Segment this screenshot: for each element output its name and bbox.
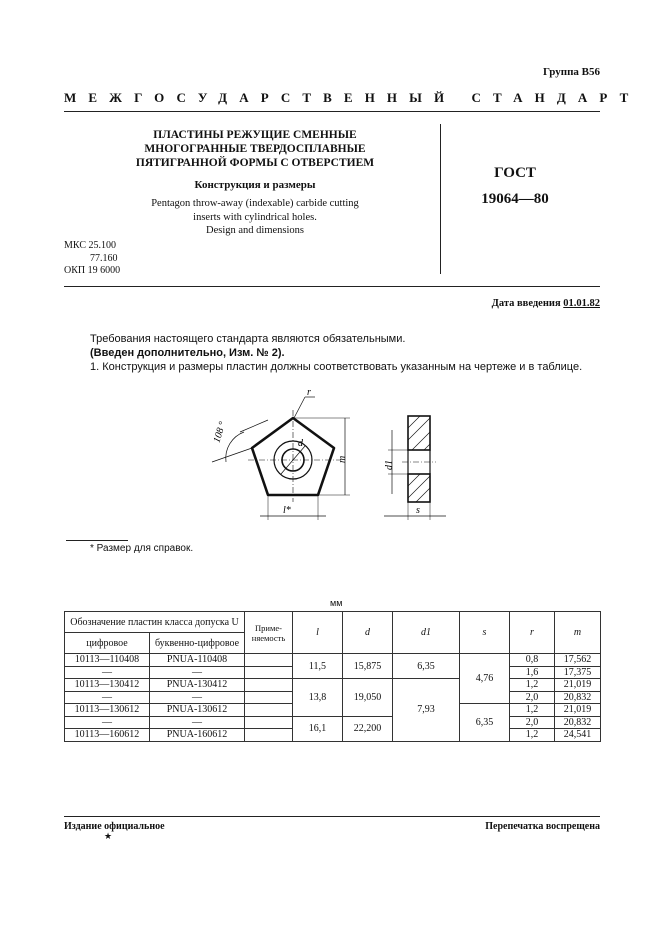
s-header: s [460,612,510,654]
okp-code: ОКП 19 6000 [64,265,121,276]
note-cell [245,654,293,667]
reprint-prohibited: Перепечатка воспрещена [485,821,600,832]
m-cell: 17,562 [555,654,601,667]
l-header: l [293,612,343,654]
m-cell: 21,019 [555,679,601,692]
r-cell: 1,2 [510,704,555,717]
digital-cell: 10113—160612 [65,729,150,742]
amendment-note: (Введен дополнительно, Изм. № 2). [90,347,285,359]
d-label: d [298,438,303,449]
d1-header: d1 [393,612,460,654]
date-label: Дата введения [491,298,561,309]
digital-header: цифровое [65,633,150,654]
standard-banner: МЕЖГОСУДАРСТВЕННЫЙ СТАНДАРТ [64,90,641,105]
table-unit: мм [330,598,343,608]
m-cell: 20,832 [555,691,601,704]
gost-number: 19064—80 [481,191,549,207]
title-divider [440,124,441,274]
digital-cell: — [65,716,150,729]
r-cell: 1,2 [510,729,555,742]
en-title-line: inserts with cylindrical holes. [193,211,317,223]
clause-1: 1. Конструкция и размеры пластин должны соответствовать указанным на чертеже и в таблице. [90,361,583,373]
mks-code-2: 77.160 [90,252,118,264]
ru-title [90,128,420,170]
note-cell [245,729,293,742]
applicability-header: Приме- няемость [245,612,293,654]
classification-codes [64,240,120,278]
footnote: * Размер для справок. [90,543,194,554]
introduction-date [430,298,600,309]
footer-rule [64,816,600,817]
angle-label: 108 ° [211,420,229,445]
d-header: d [343,612,393,654]
ru-title-line: МНОГОГРАННЫЕ ТВЕРДОСПЛАВНЫЕ [144,143,366,155]
note-cell [245,704,293,717]
digital-cell: 10113—130612 [65,704,150,717]
r-cell: 0,8 [510,654,555,667]
r-cell: 1,2 [510,679,555,692]
note-cell [245,691,293,704]
digital-cell: — [65,691,150,704]
d1-cell: 6,35 [393,654,460,679]
s-cell: 4,76 [460,654,510,704]
dimensions-table [64,611,601,742]
r-cell: 2,0 [510,691,555,704]
r-label: r [307,387,311,398]
note-cell [245,679,293,692]
en-title-line: Design and dimensions [206,225,304,236]
date-value: 01.01.82 [563,298,600,309]
d-cell: 19,050 [343,679,393,717]
d1-cell: 7,93 [393,679,460,742]
digital-cell: — [65,666,150,679]
s-label: s [416,505,420,516]
insert-drawing [190,384,450,524]
d-cell: 22,200 [343,716,393,741]
m-header: m [555,612,601,654]
alnum-cell: — [150,716,245,729]
table-header-row [65,612,601,633]
l-cell: 11,5 [293,654,343,679]
r-cell: 1,6 [510,666,555,679]
m-cell: 20,832 [555,716,601,729]
digital-cell: 10113—110408 [65,654,150,667]
alnum-cell: — [150,691,245,704]
d1-label: d1 [384,460,395,470]
table-row [65,654,601,667]
en-title [90,197,420,238]
alnum-cell: PNUA-160612 [150,729,245,742]
d-cell: 15,875 [343,654,393,679]
digital-cell: 10113—130412 [65,679,150,692]
ru-title-line: ПЯТИГРАННОЙ ФОРМЫ С ОТВЕРСТИЕМ [135,157,375,169]
ru-subtitle: Конструкция и размеры [194,179,316,191]
note-cell [245,716,293,729]
requirement-paragraph: Требования настоящего стандарта являются обязательными. [90,333,406,345]
r-header: r [510,612,555,654]
star-icon: ★ [104,831,113,841]
header-rule [64,111,600,112]
ru-title-line: ПЛАСТИНЫ РЕЖУЩИЕ СМЕННЫЕ [153,129,357,141]
table-row [65,716,601,729]
note-cell [245,666,293,679]
m-label: m [337,455,348,463]
table-row [65,679,601,692]
alnum-cell: PNUA-130612 [150,704,245,717]
m-cell: 17,375 [555,666,601,679]
alnum-cell: PNUA-110408 [150,654,245,667]
official-edition: Издание официальное [64,821,165,832]
m-cell: 21,019 [555,704,601,717]
alnum-header: буквенно-цифровое [150,633,245,654]
en-title-line: Pentagon throw-away (indexable) carbide cutting [151,198,359,209]
title-block-rule [64,286,600,287]
footnote-rule [66,540,128,541]
group-code: Группа В56 [542,66,600,78]
alnum-cell: — [150,666,245,679]
group-header-cell: Обозначение пластин класса допуска U [65,612,245,633]
gost-label: ГОСТ [494,165,536,181]
s-cell: 6,35 [460,704,510,742]
l-cell: 16,1 [293,716,343,741]
alnum-cell: PNUA-130412 [150,679,245,692]
mks-code: МКС 25.100 [64,240,116,251]
m-cell: 24,541 [555,729,601,742]
r-cell: 2,0 [510,716,555,729]
l-cell: 13,8 [293,679,343,717]
gost-designation [470,160,560,212]
l-label: l* [283,505,291,516]
